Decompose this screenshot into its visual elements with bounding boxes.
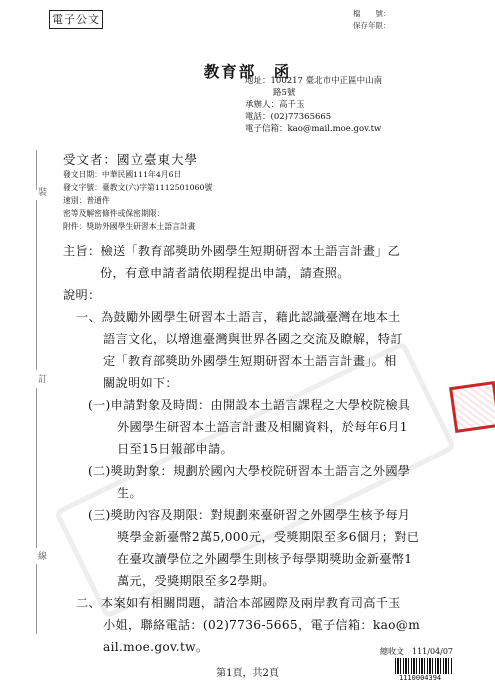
sub-item-3-line2: 獎學金新臺幣2萬5,000元，受獎期限至多6個月；對已 (117, 530, 420, 544)
file-number-label: 檔 號： (353, 9, 391, 18)
sender-contact: 承辦人：高千玉 (245, 100, 305, 110)
item-one-line1: 一、為鼓勵外國學生研習本土語言，藉此認識臺灣在地本土 (76, 310, 401, 324)
item-two-line2: 小姐，聯絡電話：(02)7736-5665，電子信箱：kao@m (103, 618, 421, 632)
sender-address-line1: 地址：100217 臺北市中正區中山南 (245, 76, 383, 86)
binding-line-top (36, 150, 37, 190)
sub-item-3-line3: 在臺攻讀學位之外國學生則核予每學期獎助金新臺幣1 (117, 552, 413, 566)
document-number: 發文字號：臺教文(六)字第1112501060號 (63, 183, 213, 192)
binding-line-lower (36, 388, 37, 548)
sub-item-3-line4: 萬元，受獎期限至多2學期。 (117, 574, 275, 588)
binding-line-bottom (36, 564, 37, 634)
sub-item-1-line3: 日至15日報部申請。 (117, 442, 234, 456)
document-title: 教育部 函 (203, 62, 292, 81)
subject-line1: 主旨：檢送「教育部獎助外國學生短期研習本土語言計畫」乙 (63, 244, 401, 258)
binding-mark: 裝 (38, 188, 48, 198)
issue-date: 發文日期：中華民國111年4月6日 (63, 170, 182, 179)
item-one-line3: 定「教育部獎助外國學生短期研習本土語言計畫」。相 (103, 354, 397, 368)
item-two-line3: ail.moe.gov.tw。 (103, 640, 209, 654)
attachment: 附件：獎助外國學生研習本土語言計畫 (63, 222, 196, 231)
binding-mark: 線 (38, 552, 48, 562)
item-two-line1: 二、本案如有相關問題，請洽本部國際及兩岸教育司高千玉 (76, 596, 401, 610)
item-one-line4: 關說明如下： (103, 376, 178, 390)
received-stamp: 總收文 111/04/07 (380, 647, 454, 656)
electronic-document-stamp: 電子公文 (49, 10, 103, 29)
sub-item-1-line2: 外國學生研習本土語言計畫及相關資料，於每年6月1 (117, 420, 408, 434)
page-footer: 第1頁，共2頁 (216, 668, 279, 679)
barcode-number: 1110004394 (399, 674, 442, 682)
sender-phone: 電話：(02)77365665 (245, 112, 332, 122)
official-seal-icon (449, 381, 495, 433)
sub-item-1-line1: (一)申請對象及時間：由開設本土語言課程之大學校院檢具 (88, 398, 411, 412)
delivery-speed: 速別：普通件 (63, 196, 110, 205)
subject-line2: 份，有意申請者請依期程提出申請，請查照。 (100, 266, 350, 280)
receiver-line: 受文者：國立臺東大學 (63, 152, 199, 167)
sender-email: 電子信箱：kao@mail.moe.gov.tw (245, 124, 382, 134)
explanation-label: 說明： (63, 288, 101, 302)
binding-line-middle (36, 200, 37, 370)
retention-period-label: 保存年限： (353, 21, 391, 30)
item-one-line2: 語言文化，以增進臺灣與世界各國之交流及瞭解，特訂 (103, 332, 403, 346)
sub-item-2-line1: (二)獎助對象：規劃於國內大學校院研習本土語言之外國學 (88, 464, 411, 478)
sender-address-line2: 路5號 (273, 88, 296, 98)
secrecy-level: 密等及解密條件或保密期限： (63, 209, 165, 218)
sub-item-2-line2: 生。 (117, 486, 142, 500)
sub-item-3-line1: (三)獎助內容及期限：對規劃來臺研習之外國學生核予每月 (88, 508, 411, 522)
binding-mark: 訂 (38, 375, 48, 385)
